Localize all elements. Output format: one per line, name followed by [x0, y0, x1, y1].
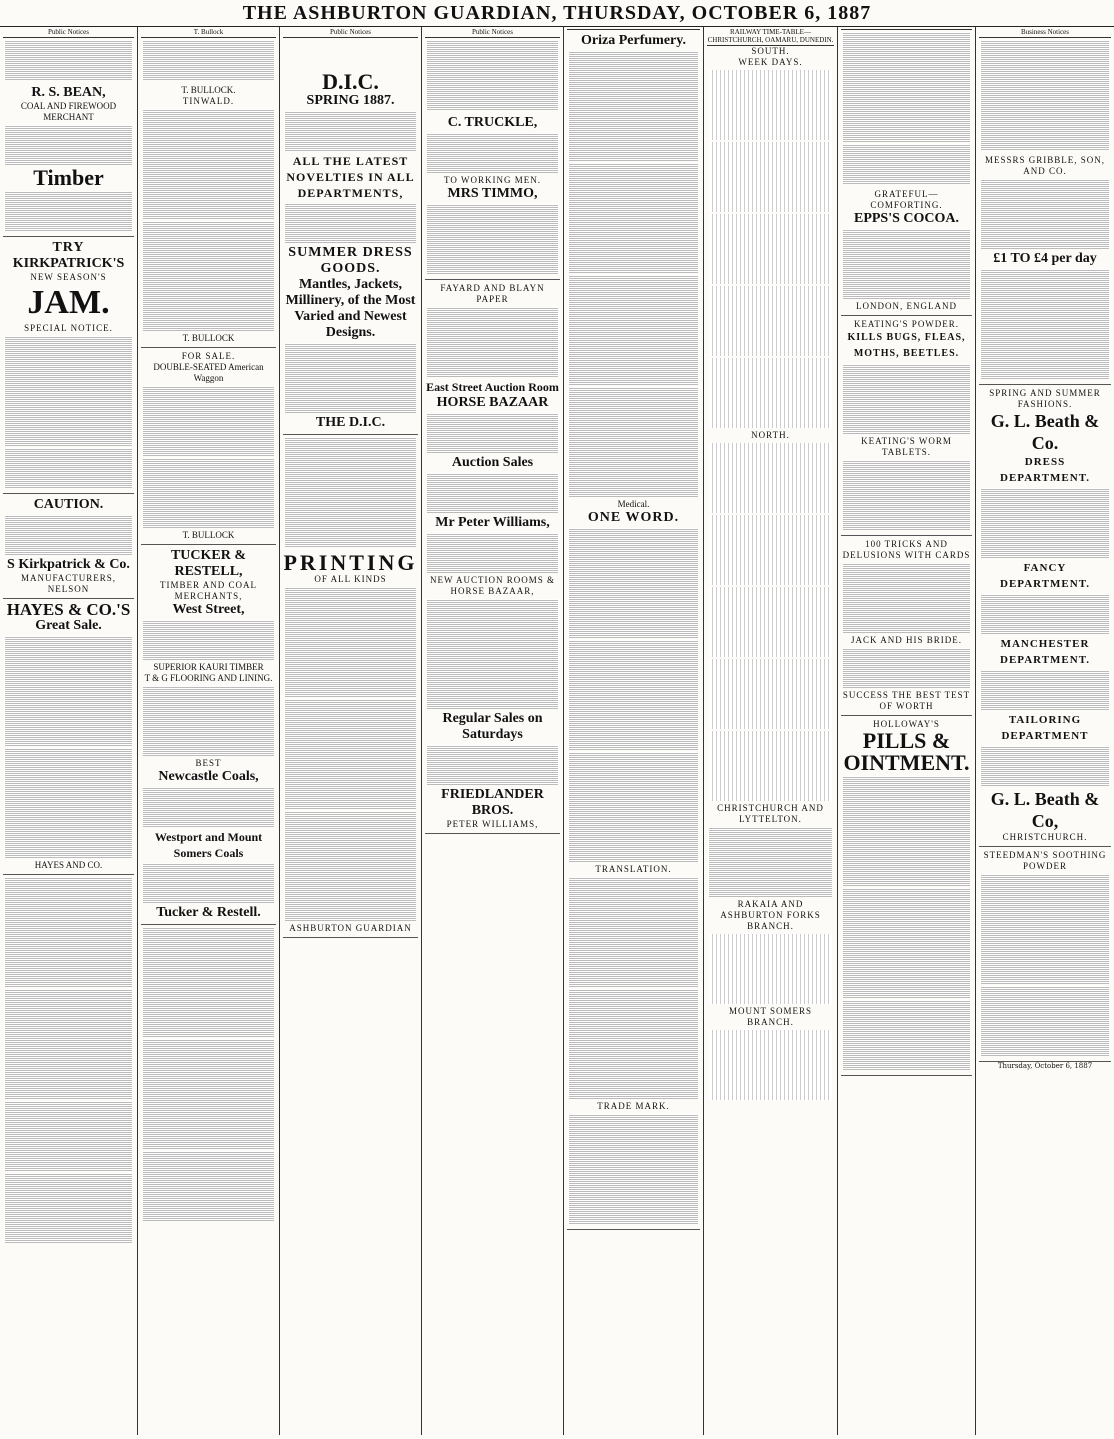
column-6: RAILWAY TIME-TABLE—CHRISTCHURCH, OAMARU, DUNEDIN. SOUTH. WEEK DAYS. NORTH. CHRISTCHURCH AND LYTTELTON. RAKAIA AND ASHBURTON FORKS BRANCH. MOUNT SOMERS BRANCH. [704, 27, 838, 1435]
masthead [0, 0, 1114, 27]
column-3 [280, 27, 422, 1435]
ad-gribble: MESSRS GRIBBLE, SON, AND CO. £1 TO £4 per day [979, 152, 1111, 385]
column-header: Public Notices [425, 27, 560, 38]
column-header: Public Notices [283, 27, 418, 38]
column-5 [564, 27, 704, 1435]
column-7 [838, 27, 976, 1435]
ad-kirkpatrick-jam: TRY KIRKPATRICK'S NEW SEASON'S JAM. SPECIAL NOTICE. [3, 237, 134, 494]
column-1 [0, 27, 138, 1435]
imprint: Thursday, October 6, 1887 [997, 1062, 1093, 1070]
ad-tricks: 100 TRICKS AND DELUSIONS WITH CARDS JACK AND HIS BRIDE. SUCCESS THE BEST TEST OF WORTH [841, 536, 972, 716]
ad-for-sale-waggon: FOR SALE. DOUBLE-SEATED American Waggon T. BULLOCK [141, 348, 276, 545]
ad-tinwald: T. BULLOCK. TINWALD. T. BULLOCK [141, 82, 276, 348]
ad-printing: PRINTING OF ALL KINDS ASHBURTON GUARDIAN [283, 549, 418, 938]
masthead-title: THE ASHBURTON GUARDIAN, THURSDAY, OCTOBER 6, 1887 [242, 1, 872, 24]
ad-dic: D.I.C. SPRING 1887. ALL THE LATEST NOVELTIES IN ALL DEPARTMENTS, SUMMER DRESS GOODS. Mantles, Jackets, Millinery, of the Most Varied and Newest Designs. THE D.I.C. [283, 68, 418, 435]
ad-truckle: C. TRUCKLE, TO WORKING MEN. MRS TIMMO, [425, 112, 560, 280]
column-header: RAILWAY TIME-TABLE—CHRISTCHURCH, OAMARU, DUNEDIN. [707, 28, 834, 44]
column-header [841, 27, 972, 30]
column-8 [976, 27, 1114, 1435]
column-header: Public Notices [3, 27, 134, 38]
ad-steedman: STEEDMAN'S SOOTHING POWDER [979, 847, 1111, 1062]
ad-holloway: HOLLOWAY'S PILLS & OINTMENT. [841, 716, 972, 1076]
ad-caution: CAUTION. S Kirkpatrick & Co. MANUFACTURERS, NELSON [3, 494, 134, 599]
column-header: T. Bullock [141, 27, 276, 38]
ad-oriza: Oriza Perfumery. Medical. ONE WORD. TRANSLATION. TRADE MARK. [567, 30, 700, 1230]
column-4 [422, 27, 564, 1435]
columns [0, 27, 1114, 1435]
ad-hayes: HAYES & CO.'S Great Sale. HAYES AND CO. [3, 599, 134, 875]
ad-keatings: KEATING'S POWDER. KILLS BUGS, FLEAS, MOTHS, BEETLES. KEATING'S WORM TABLETS. [841, 316, 972, 536]
ad-epps-cocoa: GRATEFUL—COMFORTING. EPPS'S COCOA. LONDON, ENGLAND [841, 186, 972, 316]
ad-tucker-restell: TUCKER & RESTELL, TIMBER AND COAL MERCHANTS, West Street, SUPERIOR KAURI TIMBER T & G FLOORING AND LINING. BEST Newcastle Coals, Westport and Mount Somers Coals Tucker & Restell. [141, 545, 276, 925]
column-2 [138, 27, 280, 1435]
ad-bean: R. S. BEAN, COAL AND FIREWOOD MERCHANT Timber [3, 82, 134, 237]
ad-fayard: FAYARD AND BLAYN PAPER East Street Auction Room HORSE BAZAAR Auction Sales Mr Peter Williams, NEW AUCTION ROOMS & HORSE BAZAAR, Regular Sales on Saturdays FRIEDLANDER BROS. PETER WILLIAMS, [425, 280, 560, 834]
column-header: Business Notices [979, 27, 1111, 38]
ad-beath: SPRING AND SUMMER FASHIONS. G. L. Beath & Co. DRESS DEPARTMENT. FANCY DEPARTMENT. MANCHESTER DEPARTMENT. TAILORING DEPARTMENT G. L. Beath & Co, CHRISTCHURCH. [979, 385, 1111, 847]
